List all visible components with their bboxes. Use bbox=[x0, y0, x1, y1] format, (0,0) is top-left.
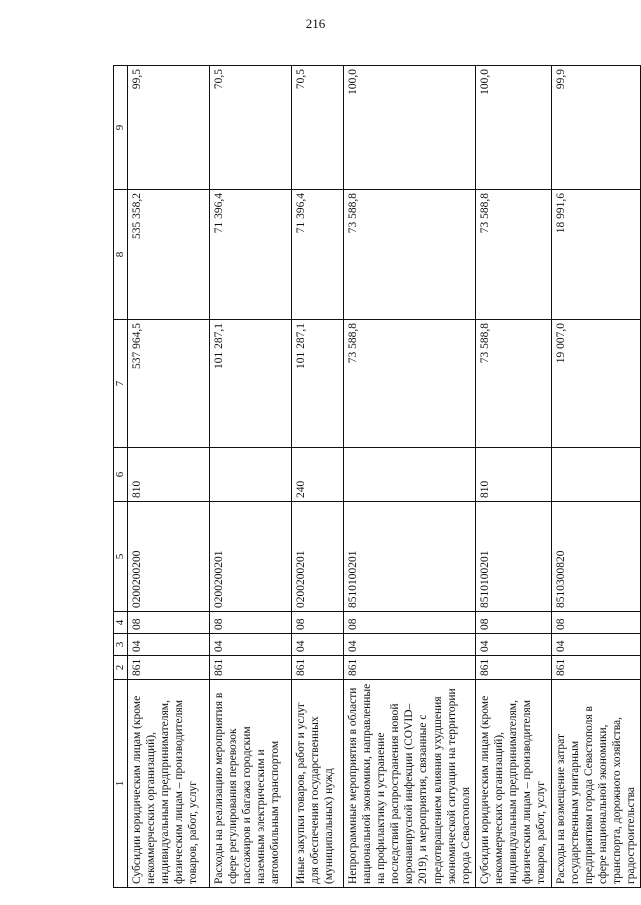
expense-type-code: 810 bbox=[128, 448, 210, 502]
table-row bbox=[210, 66, 292, 888]
header-cell: 2 bbox=[114, 656, 128, 680]
table-row bbox=[128, 66, 210, 888]
subsection-code: 08 bbox=[292, 612, 344, 634]
executed-amount: 73 588,8 bbox=[475, 190, 551, 320]
header-cell: 5 bbox=[114, 502, 128, 612]
execution-percent: 99,5 bbox=[128, 66, 210, 190]
header-cell: 3 bbox=[114, 634, 128, 656]
expense-description: Расходы на возмещение затрат государственным унитарным предприятиям города Севастополя в сфере национальной экономики, транспорта, дорожного хозяйства, градостроительства bbox=[551, 680, 640, 888]
expense-description: Непрограммные мероприятия в области национальной экономики, направленные на профилактику и устранение последствий распространения новой коронавирусной инфекции (COVID–2019), и мероприятия, связанные с предотвращением влияния ухудшения экономической ситуации на территории города Севастополя bbox=[344, 680, 475, 888]
ministry-code: 861 bbox=[475, 656, 551, 680]
planned-amount: 537 964,5 bbox=[128, 320, 210, 448]
executed-amount: 73 588,8 bbox=[344, 190, 475, 320]
expense-type-code bbox=[551, 448, 640, 502]
expense-description: Иные закупки товаров, работ и услуг для обеспечения государственных (муниципальных) нужд bbox=[292, 680, 344, 888]
table-row bbox=[292, 66, 344, 888]
target-article-code: 0200200201 bbox=[210, 502, 292, 612]
expense-type-code bbox=[344, 448, 475, 502]
header-cell: 7 bbox=[114, 320, 128, 448]
budget-table bbox=[113, 65, 641, 888]
target-article-code: 8510100201 bbox=[475, 502, 551, 612]
planned-amount: 101 287,1 bbox=[292, 320, 344, 448]
executed-amount: 535 358,2 bbox=[128, 190, 210, 320]
executed-amount: 71 396,4 bbox=[210, 190, 292, 320]
planned-amount: 73 588,8 bbox=[344, 320, 475, 448]
subsection-code: 08 bbox=[344, 612, 475, 634]
target-article-code: 8510300820 bbox=[551, 502, 640, 612]
expense-type-code: 810 bbox=[475, 448, 551, 502]
execution-percent: 99,9 bbox=[551, 66, 640, 190]
header-cell: 6 bbox=[114, 448, 128, 502]
subsection-code: 08 bbox=[475, 612, 551, 634]
subsection-code: 08 bbox=[551, 612, 640, 634]
planned-amount: 101 287,1 bbox=[210, 320, 292, 448]
target-article-code: 0200200201 bbox=[292, 502, 344, 612]
execution-percent: 70,5 bbox=[292, 66, 344, 190]
subsection-code: 08 bbox=[128, 612, 210, 634]
execution-percent: 100,0 bbox=[475, 66, 551, 190]
subsection-code: 08 bbox=[210, 612, 292, 634]
execution-percent: 100,0 bbox=[344, 66, 475, 190]
expense-type-code: 240 bbox=[292, 448, 344, 502]
section-code: 04 bbox=[210, 634, 292, 656]
header-row bbox=[114, 66, 128, 888]
ministry-code: 861 bbox=[551, 656, 640, 680]
budget-table-container bbox=[113, 66, 637, 888]
section-code: 04 bbox=[128, 634, 210, 656]
section-code: 04 bbox=[344, 634, 475, 656]
expense-description: Субсидии юридическим лицам (кроме некоммерческих организаций), индивидуальным предпринимателям, физическим лицам – производителям товаров, работ, услуг bbox=[475, 680, 551, 888]
table-row bbox=[344, 66, 475, 888]
page-number: 216 bbox=[305, 16, 326, 31]
section-code: 04 bbox=[292, 634, 344, 656]
table-row bbox=[475, 66, 551, 888]
section-code: 04 bbox=[551, 634, 640, 656]
header-cell: 8 bbox=[114, 190, 128, 320]
ministry-code: 861 bbox=[292, 656, 344, 680]
expense-description: Субсидии юридическим лицам (кроме некоммерческих организаций), индивидуальным предпринимателям, физическим лицам – производителям товаров, работ, услуг bbox=[128, 680, 210, 888]
expense-type-code bbox=[210, 448, 292, 502]
planned-amount: 19 007,0 bbox=[551, 320, 640, 448]
header-cell: 9 bbox=[114, 66, 128, 190]
executed-amount: 18 991,6 bbox=[551, 190, 640, 320]
planned-amount: 73 588,8 bbox=[475, 320, 551, 448]
header-cell: 1 bbox=[114, 680, 128, 888]
ministry-code: 861 bbox=[128, 656, 210, 680]
table-row bbox=[551, 66, 640, 888]
expense-description: Расходы на реализацию мероприятия в сфере регулирования перевозок пассажиров и багажа городским наземным электрическим и автомобильным транспортом bbox=[210, 680, 292, 888]
section-code: 04 bbox=[475, 634, 551, 656]
ministry-code: 861 bbox=[210, 656, 292, 680]
ministry-code: 861 bbox=[344, 656, 475, 680]
target-article-code: 8510100201 bbox=[344, 502, 475, 612]
execution-percent: 70,5 bbox=[210, 66, 292, 190]
executed-amount: 71 396,4 bbox=[292, 190, 344, 320]
target-article-code: 0200200200 bbox=[128, 502, 210, 612]
header-cell: 4 bbox=[114, 612, 128, 634]
